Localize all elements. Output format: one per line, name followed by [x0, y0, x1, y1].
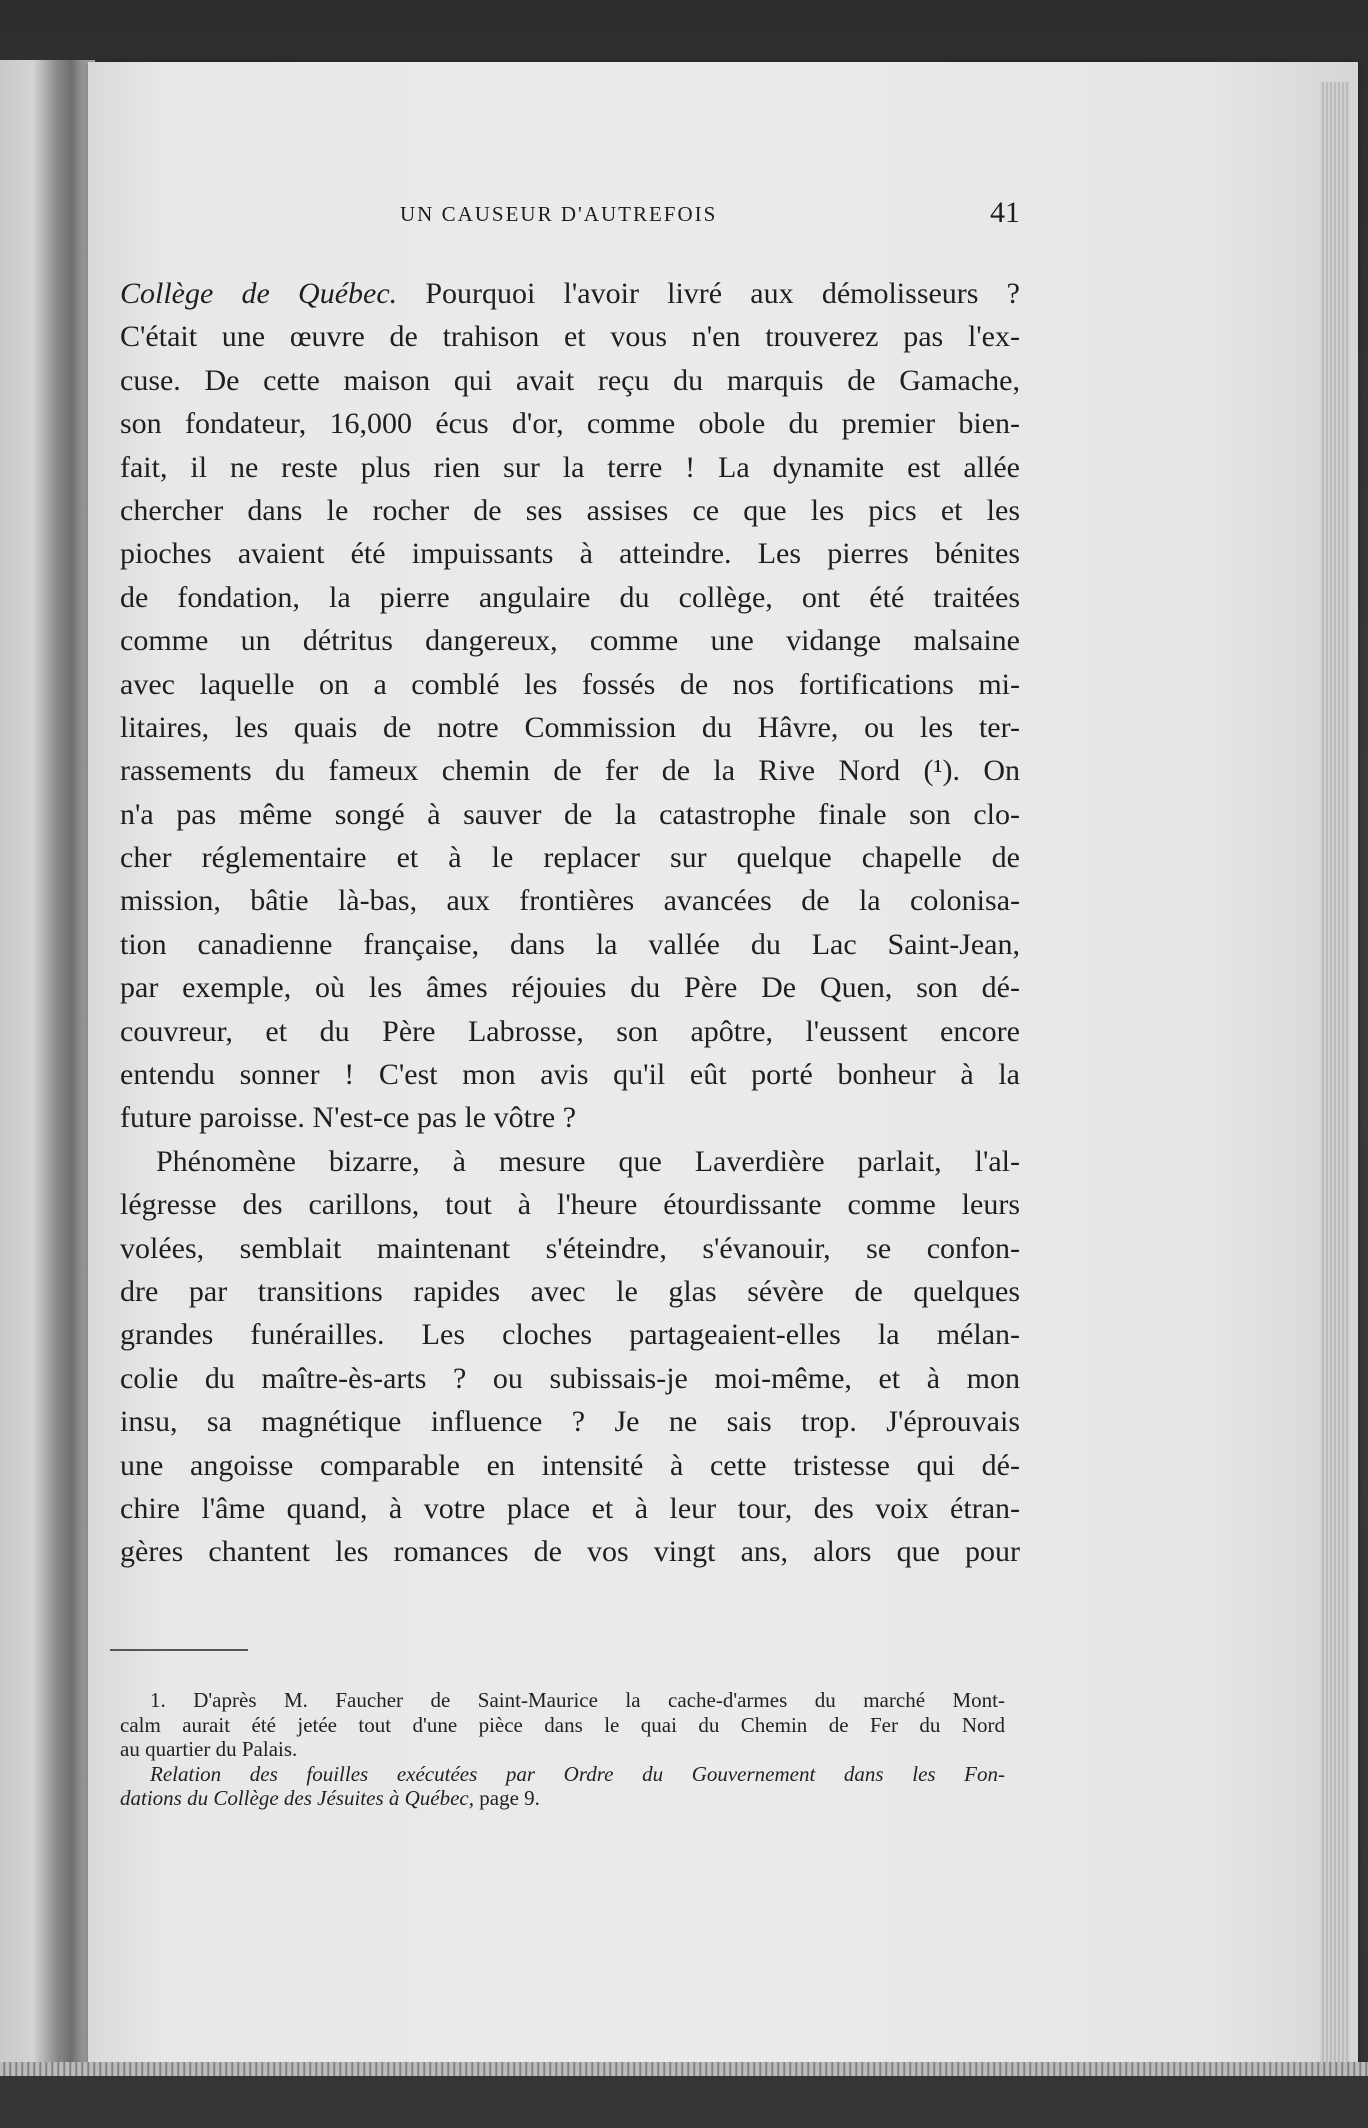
footnote-suffix: page 9.: [474, 1786, 540, 1810]
body-line-text: pioches avaient été impuissants à atteindre. Les pierres bénites: [120, 537, 1020, 571]
footnote-line-text: calm aurait été jetée tout d'une pièce dans le quai du Chemin de Fer du Nord: [120, 1712, 1005, 1737]
italic-title: Collège de Québec.: [120, 277, 398, 310]
body-line-text: son fondateur, 16,000 écus d'or, comme obole du premier bien-: [120, 407, 1020, 441]
body-line: [120, 1140, 1020, 1183]
body-line-text: colie du maître-ès-arts ? ou subissais-je moi-même, et à mon: [120, 1361, 1020, 1395]
body-line-text: de fondation, la pierre angulaire du collège, ont été traitées: [120, 580, 1020, 614]
body-line-text: litaires, les quais de notre Commission du Hâvre, ou les ter-: [120, 710, 1020, 744]
binding-shadow: [0, 60, 95, 2070]
body-line-text: fait, il ne reste plus rien sur la terre ! La dynamite est allée: [120, 450, 1020, 484]
body-line-text: dre par transitions rapides avec le glas sévère de quelques: [120, 1274, 1020, 1308]
body-line-text: chercher dans le rocher de ses assises ce que les pics et les: [120, 493, 1020, 527]
page-header: [120, 196, 1020, 236]
body-line: [120, 1313, 1020, 1356]
body-line-text: mission, bâtie là-bas, aux frontières avancées de la colonisa-: [120, 884, 1020, 918]
body-line: [120, 1270, 1020, 1313]
body-line: [120, 1096, 1020, 1139]
body-line: [120, 402, 1020, 445]
footnote-rule: [110, 1649, 248, 1651]
body-line: [120, 1444, 1020, 1487]
body-line-text: chire l'âme quand, à votre place et à leur tour, des voix étran-: [120, 1491, 1020, 1525]
body-line: [120, 1010, 1020, 1053]
body-line: [120, 1530, 1020, 1573]
body-line: [120, 619, 1020, 662]
body-line-text: Phénomène bizarre, à mesure que Laverdière parlait, l'al-: [156, 1144, 1020, 1178]
body-line-text: n'a pas même songé à sauver de la catastrophe finale son clo-: [120, 797, 1020, 831]
body-line: [120, 1053, 1020, 1096]
page-number: 41: [990, 196, 1020, 229]
body-line: [120, 1487, 1020, 1530]
body-line-text: légresse des carillons, tout à l'heure étourdissante comme leurs: [120, 1188, 1020, 1222]
body-line-text: entendu sonner ! C'est mon avis qu'il eût porté bonheur à la: [120, 1058, 1020, 1092]
body-line-text: comme un détritus dangereux, comme une vidange malsaine: [120, 624, 1020, 658]
body-line-text: future paroisse. N'est-ce pas le vôtre ?: [120, 1101, 577, 1135]
body-line: [120, 576, 1020, 619]
body-line: [120, 315, 1020, 358]
body-line-text: Pourquoi l'avoir livré aux démolisseurs ?: [397, 277, 1020, 310]
footnote-line: [120, 1713, 1005, 1738]
body-line: [120, 489, 1020, 532]
page-edges: [1320, 82, 1350, 2072]
footnote-line: [120, 1786, 1005, 1811]
body-line: [120, 706, 1020, 749]
body-line: [120, 836, 1020, 879]
footnote-line-text: 1. D'après M. Faucher de Saint-Maurice la cache-d'armes du marché Mont-: [150, 1688, 1005, 1712]
body-line-text: grandes funérailles. Les cloches partageaient-elles la mélan-: [120, 1318, 1020, 1352]
body-line-text: gères chantent les romances de vos vingt ans, alors que pour: [120, 1535, 1020, 1569]
footnote-line: [120, 1688, 1005, 1713]
body-line-text: cher réglementaire et à le replacer sur quelque chapelle de: [120, 841, 1020, 875]
body-line: [120, 966, 1020, 1009]
body-line: [120, 663, 1020, 706]
body-line: [120, 1400, 1020, 1443]
body-line-text: C'était une œuvre de trahison et vous n'en trouverez pas l'ex-: [120, 320, 1020, 354]
body-line-text: avec laquelle on a comblé les fossés de nos fortifications mi-: [120, 667, 1020, 701]
body-line: [120, 793, 1020, 836]
running-head: UN CAUSEUR D'AUTREFOIS: [400, 202, 718, 226]
footnote-line: [120, 1762, 1005, 1787]
footnote-line-text: au quartier du Palais.: [120, 1737, 298, 1761]
footnote-line-text: Relation des fouilles exécutées par Ordre du Gouvernement dans les Fon-: [150, 1761, 1005, 1786]
body-line: [120, 923, 1020, 966]
body-line: [120, 1183, 1020, 1226]
body-line-text: rassements du fameux chemin de fer de la Rive Nord (¹). On: [120, 754, 1020, 788]
body-line: [120, 1227, 1020, 1270]
bottom-page-edge: [0, 2062, 1368, 2076]
body-line: [120, 359, 1020, 402]
body-text: [120, 272, 1020, 1574]
body-line-text: cuse. De cette maison qui avait reçu du marquis de Gamache,: [120, 363, 1020, 397]
body-line: [120, 446, 1020, 489]
body-line: [120, 749, 1020, 792]
body-line: [120, 1357, 1020, 1400]
body-line-text: tion canadienne française, dans la vallée du Lac Saint-Jean,: [120, 927, 1020, 961]
body-line-text: couvreur, et du Père Labrosse, son apôtre, l'eussent encore: [120, 1014, 1020, 1048]
body-line-text: insu, sa magnétique influence ? Je ne sais trop. J'éprouvais: [120, 1405, 1020, 1439]
body-line-text: par exemple, où les âmes réjouies du Père De Quen, son dé-: [120, 971, 1020, 1005]
body-line-text: volées, semblait maintenant s'éteindre, s'évanouir, se confon-: [120, 1231, 1020, 1265]
body-line: [120, 879, 1020, 922]
body-line: [120, 272, 1020, 315]
footnote-line: [120, 1737, 1005, 1762]
body-line: [120, 532, 1020, 575]
body-line-text: une angoisse comparable en intensité à cette tristesse qui dé-: [120, 1448, 1020, 1482]
footnote-line-text: dations du Collège des Jésuites à Québec,: [120, 1786, 475, 1810]
footnotes: [120, 1688, 1005, 1811]
